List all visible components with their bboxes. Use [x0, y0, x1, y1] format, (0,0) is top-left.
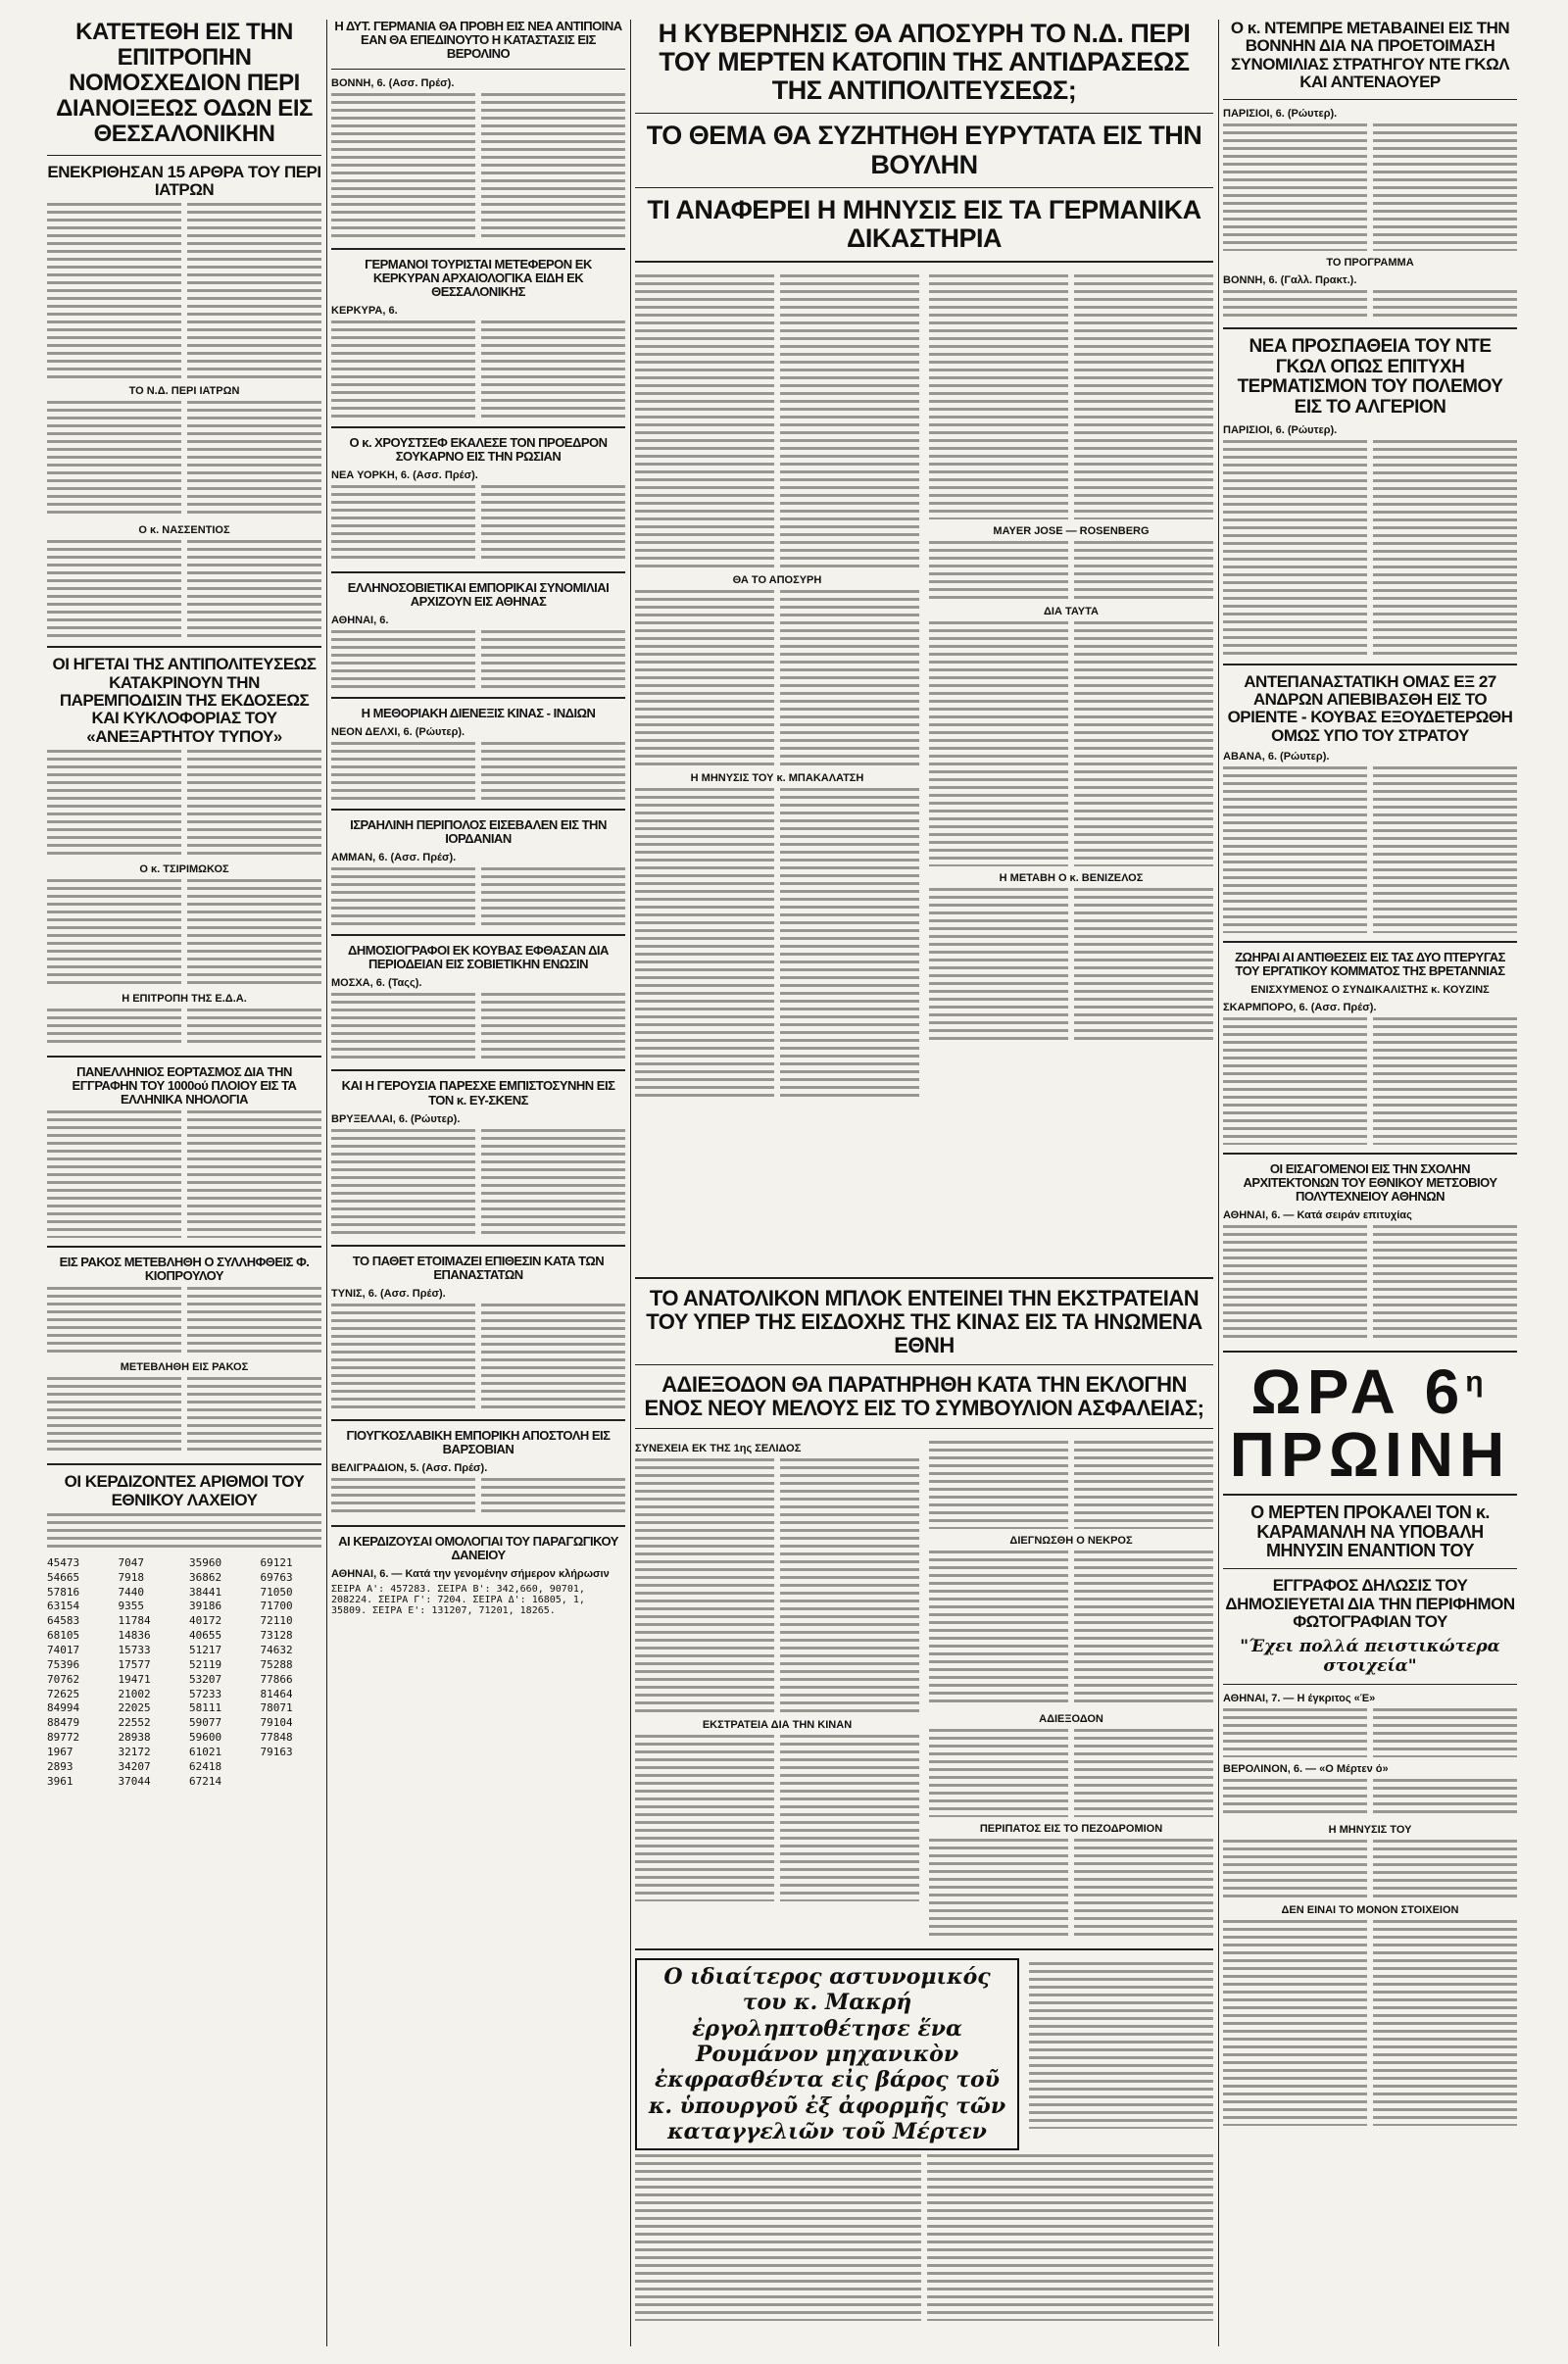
lottery-number: 62418: [189, 1759, 222, 1773]
lottery-number: 71700: [260, 1600, 293, 1613]
lottery-number: 72625: [47, 1687, 80, 1700]
lottery-number: 77848: [260, 1731, 293, 1745]
lottery-number: 71050: [260, 1585, 293, 1599]
article-text: [1223, 1779, 1517, 1818]
subhead-only-evidence: ΔΕΝ ΕΙΝΑΙ ΤΟ ΜΟΝΟΝ ΣΤΟΙΧΕΙΟΝ: [1281, 1904, 1459, 1917]
headline-khrushchev-sukarno: Ο κ. ΧΡΟΥΣΤΣΕΦ ΕΚΑΛΕΣΕ ΤΟΝ ΠΡΟΕΔΡΟΝ ΣΟΥΚΑΡΝΟ ΕΙΣ ΤΗΝ ΡΩΣΙΑΝ: [349, 435, 608, 465]
subhead-continuation: ΣΥΝΕΧΕΙΑ ΕΚ ΤΗΣ 1ης ΣΕΛΙΔΟΣ: [635, 1442, 802, 1454]
subhead-dead-identified: ΔΙΕΓΝΩΣΘΗ Ο ΝΕΚΡΟΣ: [1009, 1534, 1133, 1547]
lottery-number: 39186: [189, 1600, 222, 1613]
lottery-number: 69763: [260, 1570, 293, 1584]
lottery-number: 75396: [47, 1657, 80, 1671]
dateline: ΑΘΗΝΑΙ, 7. — Η έγκριτος «Έ»: [1223, 1693, 1376, 1705]
column-2: [331, 20, 625, 2346]
article-text: [331, 1304, 625, 1411]
article-text: [331, 320, 625, 419]
lottery-number: 81464: [260, 1687, 293, 1700]
lottery-number: 69121: [260, 1555, 293, 1569]
lottery-number: 89772: [47, 1731, 80, 1745]
article-text: [1029, 1962, 1213, 2129]
article-text: [929, 621, 1213, 866]
article-text: [47, 540, 321, 638]
lottery-number: 68105: [47, 1629, 80, 1643]
dateline: ΝΕΟΝ ΔΕΛΧΙ, 6. (Ρώυτερ).: [331, 726, 466, 739]
lottery-number: 9355: [118, 1600, 144, 1613]
main-story: [635, 20, 1213, 1264]
dateline: ΚΕΡΚΥΡΑ, 6.: [331, 305, 398, 318]
column-1: [47, 20, 321, 2346]
lottery-number: 35960: [189, 1555, 222, 1569]
lottery-number: 74017: [47, 1643, 80, 1656]
lottery-number: 32172: [118, 1745, 151, 1758]
lottery-number: 70762: [47, 1672, 80, 1686]
lottery-number: 22025: [118, 1701, 151, 1715]
article-text: [47, 1287, 321, 1355]
headline-bond-winners: ΑΙ ΚΕΡΔΙΖΟΥΣΑΙ ΟΜΟΛΟΓΙΑΙ ΤΟΥ ΠΑΡΑΓΩΓΙΚΟΥ ΔΑΝΕΙΟΥ: [338, 1533, 618, 1562]
lottery-number: 74632: [260, 1643, 293, 1656]
headline-parliament-debate: ΤΟ ΘΕΜΑ ΘΑ ΣΥΖΗΤΗΘΗ ΕΥΡΥΤΑΤΑ ΕΙΣ ΤΗΝ ΒΟΥΛΗΝ: [646, 121, 1202, 179]
headline-eastern-bloc: ΤΟ ΑΝΑΤΟΛΙΚΟΝ ΜΠΛΟΚ ΕΝΤΕΙΝΕΙ ΤΗΝ ΕΚΣΤΡΑΤΕΙΑΝ ΤΟΥ ΥΠΕΡ ΤΗΣ ΕΙΣΔΟΧΗΣ ΤΗΣ ΚΙΝΑΣ ΕΙΣ ΤΑ ΗΝΩΜΕΝΑ ΕΘΝΗ: [646, 1286, 1202, 1357]
article-text: [47, 1377, 321, 1455]
headline-opposition-press: ΟΙ ΗΓΕΤΑΙ ΤΗΣ ΑΝΤΙΠΟΛΙΤΕΥΣΕΩΣ ΚΑΤΑΚΡΙΝΟΥΝ ΤΗΝ ΠΑΡΕΜΠΟΔΙΣΙΝ ΤΗΣ ΕΚΔΟΣΕΩΣ ΚΑΙ ΚΥΚΛΟΦΟΡΙΑΣ ΤΟΥ «ΑΝΕΞΑΡΤΗΤΟΥ ΤΥΠΟΥ»: [52, 655, 317, 746]
headline-cuba-counterrevolution: ΑΝΤΕΠΑΝΑΣΤΑΤΙΚΗ ΟΜΑΣ ΕΞ 27 ΑΝΔΡΩΝ ΑΠΕΒΙΒΑΣΘΗ ΕΙΣ ΤΟ ΟΡΙΕΝΤΕ - ΚΟΥΒΑΣ ΕΞΟΥΔΕΤΕΡΩΘΗ ΟΜΩΣ ΥΠΟ ΤΟΥ ΣΤΡΑΤΟΥ: [1227, 671, 1513, 745]
lottery-number: 61021: [189, 1745, 222, 1758]
lottery-number: 36862: [189, 1570, 222, 1584]
lottery-number: 53207: [189, 1672, 222, 1686]
lottery-number: 79104: [260, 1716, 293, 1730]
article-text: [929, 1729, 1213, 1817]
headline-de-gaulle-algeria: ΝΕΑ ΠΡΟΣΠΑΘΕΙΑ ΤΟΥ ΝΤΕ ΓΚΩΛ ΟΠΩΣ ΕΠΙΤΥΧΗ ΤΕΡΜΑΤΙΣΜΟΝ ΤΟΥ ΠΟΛΕΜΟΥ ΕΙΣ ΤΟ ΑΛΓΕΡΙΟΝ: [1237, 336, 1503, 418]
bond-numbers: ΣΕΙΡΑ Α': 457283. ΣΕΙΡΑ Β': 342,660, 90701, 208224. ΣΕΙΡΑ Γ': 7204. ΣΕΙΡΑ Δ': 16805, 1, 35809. ΣΕΙΡΑ Ε': 131207, 71201, 18265.: [331, 1583, 585, 1616]
article-text: [47, 1110, 321, 1238]
lottery-number: 73128: [260, 1629, 293, 1643]
article-text: [1223, 1225, 1517, 1343]
lottery-number: 17577: [118, 1657, 151, 1671]
headline-yugoslav-warsaw: ΓΙΟΥΓΚΟΣΛΑΒΙΚΗ ΕΜΠΟΡΙΚΗ ΑΠΟΣΤΟΛΗ ΕΙΣ ΒΑΡΣΟΒΙΑΝ: [346, 1427, 611, 1456]
column-rule: [1218, 20, 1219, 2346]
dateline: ΝΕΑ ΥΟΡΚΗ, 6. (Ασσ. Πρέσ).: [331, 469, 478, 482]
article-text: [47, 203, 321, 379]
column-right: [1223, 20, 1517, 2346]
dateline: ΒΕΡΟΛΙΝΟΝ, 6. — «Ο Μέρτεν ό»: [1223, 1763, 1389, 1776]
subhead-doctors: ΤΟ Ν.Δ. ΠΕΡΙ ΙΑΤΡΩΝ: [128, 385, 240, 398]
lottery-number: 67214: [189, 1774, 222, 1788]
article-text: [47, 879, 321, 987]
lottery-number: 7047: [118, 1555, 144, 1569]
article-text: [635, 1735, 919, 1901]
lottery-number: 88479: [47, 1716, 80, 1730]
lottery-number: 52119: [189, 1657, 222, 1671]
dateline: ΠΑΡΙΣΙΟΙ, 6. (Ρώυτερ).: [1223, 423, 1338, 436]
dateline: ΒΟΝΝΗ, 6. (Γαλλ. Πρακτ.).: [1223, 274, 1357, 287]
lottery-number: 75288: [260, 1657, 293, 1671]
pull-quote: "Έχει πολλά πειστικώτερα στοιχεία": [1240, 1637, 1500, 1677]
headline-cuba-journalists: ΔΗΜΟΣΙΟΓΡΑΦΟΙ ΕΚ ΚΟΥΒΑΣ ΕΦΘΑΣΑΝ ΔΙΑ ΠΕΡΙΟΔΕΙΑΝ ΕΙΣ ΣΟΒΙΕΤΙΚΗΝ ΕΝΩΣΙΝ: [348, 943, 609, 972]
article-text: [1223, 1708, 1517, 1757]
lottery-number: 14836: [118, 1629, 151, 1643]
lottery-number: 38441: [189, 1585, 222, 1599]
lottery-number: 57816: [47, 1585, 80, 1599]
subhead-bakalatsis: Η ΜΗΝΥΣΙΣ ΤΟΥ κ. ΜΠΑΚΑΛΑΤΣΗ: [690, 772, 864, 785]
dateline: ΑΒΑΝΑ, 6. (Ρώυτερ).: [1223, 750, 1330, 763]
lottery-number: 79163: [260, 1745, 293, 1758]
lottery-number: 15733: [118, 1643, 151, 1656]
article-text: [929, 1441, 1213, 1529]
lottery-number: 59077: [189, 1716, 222, 1730]
lottery-number: 51217: [189, 1643, 222, 1656]
inset-box: [635, 1958, 1019, 2151]
subhead-china-campaign: ΕΚΣΤΡΑΤΕΙΑ ΔΙΑ ΤΗΝ ΚΙΝΑΝ: [702, 1718, 853, 1731]
article-text: [331, 742, 625, 801]
article-text: [47, 1009, 321, 1048]
lottery-number: 21002: [118, 1687, 151, 1700]
article-text: [47, 750, 321, 858]
lottery-numbers: [47, 1556, 321, 1790]
dateline: ΑΘΗΝΑΙ, 6.: [331, 615, 389, 627]
subhead-sidewalk: ΠΕΡΙΠΑΤΟΣ ΕΙΣ ΤΟ ΠΕΖΟΔΡΟΜΙΟΝ: [979, 1822, 1163, 1835]
headline-west-germany: Η ΔΥΤ. ΓΕΡΜΑΝΙΑ ΘΑ ΠΡΟΒΗ ΕΙΣ ΝΕΑ ΑΝΤΙΠΟΙΝΑ ΕΑΝ ΘΑ ΕΠΕΔΙΝΟΥΤΟ Η ΚΑΤΑΣΤΑΣΙΣ ΕΙΣ ΒΕΡΟΛΙΝΟ: [334, 20, 622, 62]
headline-debre-bonn: Ο κ. ΝΤΕΜΠΡΕ ΜΕΤΑΒΑΙΝΕΙ ΕΙΣ ΤΗΝ ΒΟΝΝΗΝ ΔΙΑ ΝΑ ΠΡΟΕΤΟΙΜΑΣΗ ΣΥΝΟΜΙΛΙΑΣ ΣΤΡΑΤΗΓΟΥ ΝΤΕ ΓΚΩΛ ΚΑΙ ΑΝΤΕΝΑΟΥΕΡ: [1230, 20, 1510, 92]
article-text: [47, 1513, 321, 1552]
headline-kiopoulou: ΕΙΣ ΡΑΚΟΣ ΜΕΤΕΒΛΗΘΗ Ο ΣΥΛΛΗΦΘΕΙΣ Φ. ΚΙΟΠΡΟΥΛΟΥ: [59, 1255, 310, 1284]
article-text: [1223, 290, 1517, 320]
article-text: [929, 888, 1213, 1045]
lottery-number: 2893: [47, 1759, 74, 1773]
lottery-number: 64583: [47, 1614, 80, 1628]
column-rule: [326, 20, 327, 2346]
headline-senate-eyskens: ΚΑΙ Η ΓΕΡΟΥΣΙΑ ΠΑΡΕΣΧΕ ΕΜΠΙΣΤΟΣΥΝΗΝ ΕΙΣ ΤΟΝ κ. ΕΥ-ΣΚΕΝΣ: [341, 1078, 615, 1108]
headline-doctors-articles: ΕΝΕΚΡΙΘΗΣΑΝ 15 ΑΡΘΡΑ ΤΟΥ ΠΕΡΙ ΙΑΤΡΩΝ: [47, 162, 321, 199]
headline-labour-party: ΖΩΗΡΑΙ ΑΙ ΑΝΤΙΘΕΣΕΙΣ ΕΙΣ ΤΑΣ ΔΥΟ ΠΤΕΡΥΓΑΣ ΤΟΥ ΕΡΓΑΤΙΚΟΥ ΚΟΜΜΑΤΟΣ ΤΗΣ ΒΡΕΤΑΝΝΙΑΣ: [1235, 949, 1505, 978]
headline-german-lawsuit: ΤΙ ΑΝΑΦΕΡΕΙ Η ΜΗΝΥΣΙΣ ΕΙΣ ΤΑ ΓΕΡΜΑΝΙΚΑ ΔΙΚΑΣΤΗΡΙΑ: [647, 194, 1201, 253]
lottery-number: 34207: [118, 1759, 151, 1773]
article-text: [929, 274, 1213, 519]
headline-german-tourists: ΓΕΡΜΑΝΟΙ ΤΟΥΡΙΣΤΑΙ ΜΕΤΕΦΕΡΟΝ ΕΚ ΚΕΡΚΥΡΑΝ ΑΡΧΑΙΟΛΟΓΙΚΑ ΕΙΔΗ ΕΚ ΘΕΣΣΑΛΟΝΙΚΗΣ: [365, 257, 592, 300]
lottery-number: 7440: [118, 1585, 144, 1599]
subhead-eda: Η ΕΠΙΤΡΟΠΗ ΤΗΣ Ε.Δ.Α.: [122, 993, 247, 1006]
article-text: [635, 274, 919, 568]
lottery-number: 78071: [260, 1701, 293, 1715]
headline-written-statement: ΕΓΓΡΑΦΟΣ ΔΗΛΩΣΙΣ ΤΟΥ ΔΗΜΟΣΙΕΥΕΤΑΙ ΔΙΑ ΤΗΝ ΠΕΡΙΦΗΜΟΝ ΦΩΤΟΓΡΑΦΙΑΝ ΤΟΥ: [1225, 1576, 1515, 1632]
subhead-withdraw: ΘΑ ΤΟ ΑΠΟΣΥΡΗ: [732, 574, 822, 587]
article-text: [331, 1478, 625, 1517]
lottery-number: 3961: [47, 1774, 74, 1788]
article-text: [635, 2154, 1213, 2321]
article-text: [929, 541, 1213, 600]
article-text: [1223, 1017, 1517, 1145]
headline-merten-challenges: Ο ΜΕΡΤΕΝ ΠΡΟΚΑΛΕΙ ΤΟΝ κ. ΚΑΡΑΜΑΝΛΗ ΝΑ ΥΠΟΒΑΛΗ ΜΗΝΥΣΙΝ ΕΝΑΝΤΙΟΝ ΤΟΥ: [1250, 1502, 1490, 1560]
dateline: ΜΟΣΧΑ, 6. (Ταςς).: [331, 977, 422, 990]
headline-pathet: ΤΟ ΠΑΘΕΤ ΕΤΟΙΜΑΖΕΙ ΕΠΙΘΕΣΙΝ ΚΑΤΑ ΤΩΝ ΕΠΑΝΑΣΤΑΤΩΝ: [352, 1253, 605, 1282]
lottery-number: 40655: [189, 1629, 222, 1643]
headline-security-council: ΑΔΙΕΞΟΔΟΝ ΘΑ ΠΑΡΑΤΗΡΗΘΗ ΚΑΤΑ ΤΗΝ ΕΚΛΟΓΗΝ ΕΝΟΣ ΝΕΟΥ ΜΕΛΟΥΣ ΕΙΣ ΤΟ ΣΥΜΒΟΥΛΙΟΝ ΑΣΦΑΛΕΙΑΣ;: [644, 1372, 1204, 1420]
lottery-number: 22552: [118, 1716, 151, 1730]
lottery-number: 19471: [118, 1672, 151, 1686]
headline-merten-decree: Η ΚΥΒΕΡΝΗΣΙΣ ΘΑ ΑΠΟΣΥΡΗ ΤΟ Ν.Δ. ΠΕΡΙ ΤΟΥ ΜΕΡΤΕΝ ΚΑΤΟΠΙΝ ΤΗΣ ΑΝΤΙΔΡΑΣΕΩΣ ΤΗΣ ΑΝΤΙΠΟΛΙΤΕΥΣΕΩΣ;: [658, 20, 1191, 106]
subhead-deadlock: ΑΔΙΕΞΟΔΟΝ: [1039, 1712, 1103, 1725]
lottery-number: 59600: [189, 1731, 222, 1745]
article-text: [331, 993, 625, 1061]
headline-lottery: ΟΙ ΚΕΡΔΙΖΟΝΤΕΣ ΑΡΙΘΜΟΙ ΤΟΥ ΕΘΝΙΚΟΥ ΛΑΧΕΙΟΥ: [64, 1472, 305, 1509]
headline-greek-soviet-trade: ΕΛΛΗΝΟΣΟΒΙΕΤΙΚΑΙ ΕΜΠΟΡΙΚΑΙ ΣΥΝΟΜΙΛΙΑΙ ΑΡΧΙΖΟΥΝ ΕΙΣ ΑΘΗΝΑΣ: [347, 580, 610, 610]
eastern-bloc-story: [635, 1269, 1213, 2346]
article-text: [1223, 766, 1517, 933]
article-text: [635, 788, 919, 1102]
column-rule: [630, 20, 631, 2346]
dateline: ΑΜΜΑΝ, 6. (Ασσ. Πρέσ).: [331, 852, 457, 864]
subhead-venizelos: Η ΜΕΤΑΒΗ Ο κ. ΒΕΝΙΖΕΛΟΣ: [999, 872, 1144, 885]
headline-polytechnic: ΟΙ ΕΙΣΑΓΟΜΕΝΟΙ ΕΙΣ ΤΗΝ ΣΧΟΛΗΝ ΑΡΧΙΤΕΚΤΟΝΩΝ ΤΟΥ ΕΘΝΙΚΟΥ ΜΕΤΣΟΒΙΟΥ ΠΟΛΥΤΕΧΝΕΙΟΥ ΑΘΗΝΩΝ: [1243, 1161, 1497, 1205]
headline-1000th-ship: ΠΑΝΕΛΛΗΝΙΟΣ ΕΟΡΤΑΣΜΟΣ ΔΙΑ ΤΗΝ ΕΓΓΡΑΦΗΝ ΤΟΥ 1000ού ΠΛΟΙΟΥ ΕΙΣ ΤΑ ΕΛΛΗΝΙΚΑ ΝΗΟΛΟΓΙΑ: [72, 1064, 297, 1108]
article-text: [1223, 440, 1517, 656]
article-text: [47, 401, 321, 518]
ora-sup: η: [1465, 1365, 1490, 1399]
headline-street-bill: ΚΑΤΕΤΕΘΗ ΕΙΣ ΤΗΝ ΕΠΙΤΡΟΠΗΝ ΝΟΜΟΣΧΕΔΙΟΝ ΠΕΡΙ ΔΙΑΝΟΙΞΕΩΣ ΟΔΩΝ ΕΙΣ ΘΕΣΣΑΛΟΝΙΚΗΝ: [56, 20, 313, 147]
article-text: [331, 867, 625, 926]
dateline: ΑΘΗΝΑΙ, 6. — Κατά σειράν επιτυχίας: [1223, 1209, 1412, 1222]
article-text: [1223, 1840, 1517, 1898]
article-text: [331, 630, 625, 689]
article-text: [929, 1551, 1213, 1707]
dateline: ΠΑΡΙΣΙΟΙ, 6. (Ρώυτερ).: [1223, 108, 1338, 121]
ora-main: ΩΡΑ 6: [1250, 1356, 1466, 1428]
subhead-for-these: ΔΙΑ ΤΑΥΤΑ: [1044, 606, 1099, 618]
lottery-number: 28938: [118, 1731, 151, 1745]
article-text: [1223, 123, 1517, 251]
article-text: [929, 1839, 1213, 1937]
article-text: [635, 1458, 919, 1713]
lottery-number: 45473: [47, 1555, 80, 1569]
lottery-number: 77866: [260, 1672, 293, 1686]
subhead-program: ΤΟ ΠΡΟΓΡΑΜΜΑ: [1326, 257, 1414, 270]
subhead-nassentios: Ο κ. ΝΑΣΣΕΝΤΙΟΣ: [138, 524, 230, 537]
subhead-tsirimokos: Ο κ. ΤΣΙΡΙΜΩΚΟΣ: [139, 863, 229, 876]
article-text: [331, 93, 625, 240]
dateline: ΑΘΗΝΑΙ, 6. — Κατά την γενομένην σήμερον κλήρωσιν: [331, 1567, 610, 1580]
lottery-number: 84994: [47, 1701, 80, 1715]
ora-end: ΠΡΩΙΝΗ: [1229, 1419, 1511, 1491]
lottery-number: 57233: [189, 1687, 222, 1700]
lottery-number: 1967: [47, 1745, 74, 1758]
lottery-number: 11784: [118, 1614, 151, 1628]
lottery-number: 54665: [47, 1570, 80, 1584]
article-text: [1223, 1920, 1517, 2126]
dateline: ΤΥΝΙΣ, 6. (Ασσ. Πρέσ).: [331, 1287, 446, 1300]
headline-china-india: Η ΜΕΘΟΡΙΑΚΗ ΔΙΕΝΕΞΙΣ ΚΙΝΑΣ - ΙΝΔΙΩΝ: [361, 706, 596, 721]
lottery-number: 37044: [118, 1774, 151, 1788]
article-text: [331, 1129, 625, 1237]
names-line: MAYER JOSE — ROSENBERG: [993, 525, 1150, 538]
subhead-rakos: ΜΕΤΕΒΛΗΘΗ ΕΙΣ ΡΑΚΟΣ: [120, 1361, 249, 1374]
edition-time-banner: [1223, 1356, 1517, 1491]
headline-israel-jordan: ΙΣΡΑΗΛΙΝΗ ΠΕΡΙΠΟΛΟΣ ΕΙΣΕΒΑΛΕΝ ΕΙΣ ΤΗΝ ΙΟΡΔΑΝΙΑΝ: [350, 817, 607, 847]
article-text: [635, 590, 919, 766]
dateline: ΒΟΝΝΗ, 6. (Ασσ. Πρέσ).: [331, 77, 455, 90]
subhead-lawsuit: Η ΜΗΝΥΣΙΣ ΤΟΥ: [1328, 1824, 1412, 1837]
dateline: ΣΚΑΡΜΠΟΡΟ, 6. (Ασσ. Πρέσ).: [1223, 1002, 1377, 1013]
dateline: ΒΡΥΞΕΛΛΑΙ, 6. (Ρώυτερ).: [331, 1112, 461, 1125]
headline-makris-officer: Ο ιδιαίτερος αστυνομικός του κ. Μακρή ἐργοληπτοθέτησε ἕνα Ρουμάνον μηχανικὸν ἐκφρασθέντα εἰς βάρος τοῦ κ. ὑπουργοῦ ἐξ ἀφορμῆς τῶν καταγγελιῶν τοῦ Μέρτεν: [648, 1963, 1006, 2145]
subhead-cousins: ΕΝΙΣΧΥΜΕΝΟΣ Ο ΣΥΝΔΙΚΑΛΙΣΤΗΣ κ. ΚΟΥΖΙΝΣ: [1250, 984, 1490, 996]
lottery-number: 72110: [260, 1614, 293, 1628]
article-text: [331, 485, 625, 564]
lottery-number: 7918: [118, 1570, 144, 1584]
dateline: ΒΕΛΙΓΡΑΔΙΟΝ, 5. (Ασσ. Πρέσ).: [331, 1461, 488, 1474]
lottery-number: 63154: [47, 1600, 80, 1613]
lottery-number: 58111: [189, 1701, 222, 1715]
lottery-number: 40172: [189, 1614, 222, 1628]
